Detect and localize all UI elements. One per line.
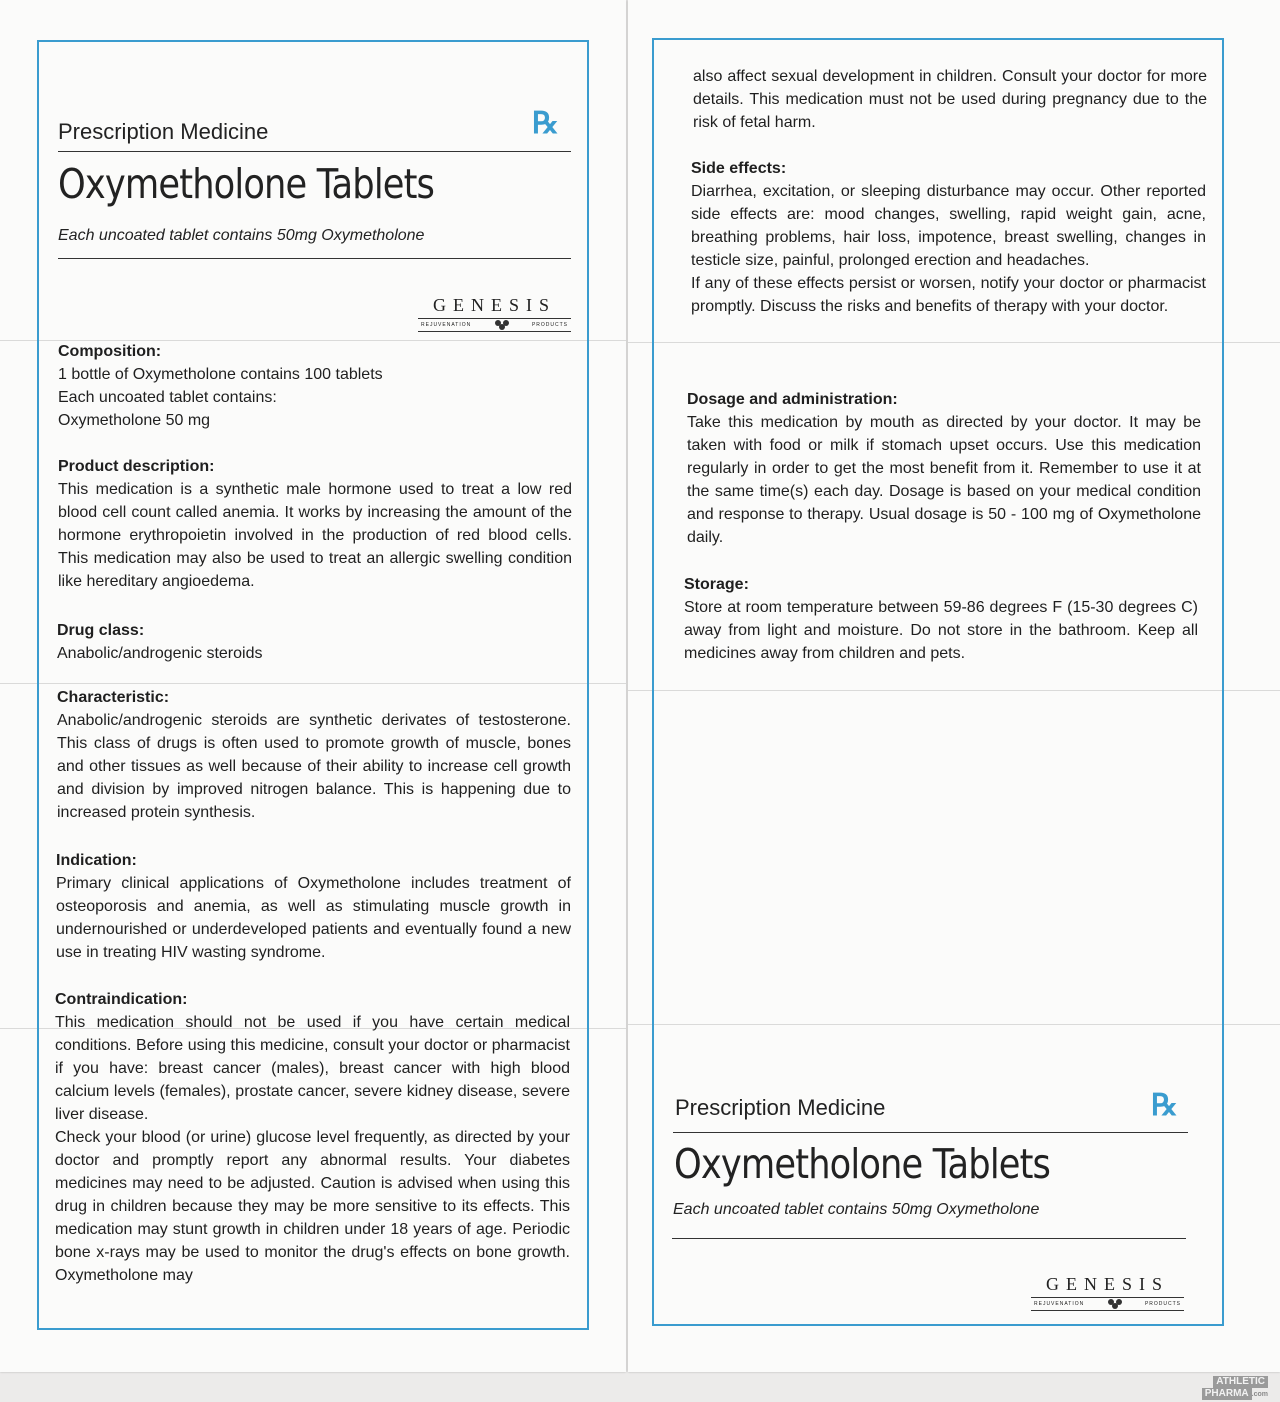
watermark-line2: PHARMA: [1202, 1388, 1252, 1400]
section-heading: Characteristic:: [57, 689, 170, 706]
brand-tag-left: REJUVENATION: [421, 322, 472, 328]
brand-dots-icon: [495, 320, 509, 330]
genesis-logo: [418, 295, 571, 332]
genesis-logo: [1031, 1274, 1184, 1311]
side-effects-section: [691, 157, 1206, 318]
section-heading: Dosage and administration:: [687, 391, 898, 408]
section-heading: Side effects:: [691, 160, 787, 177]
composition-line: Oxymetholone 50 mg: [58, 412, 211, 429]
section-text: If any of these effects persist or worsen, notify your doctor or pharmacist promptly. Discuss the risks and benefits of therapy with your doctor.: [691, 275, 1206, 315]
brand-tag-right: PRODUCTS: [1144, 1301, 1181, 1307]
drug-class-section: [57, 619, 571, 665]
brand-tag-right: PRODUCTS: [531, 322, 568, 328]
athleticpharma-watermark: [1202, 1376, 1268, 1400]
indication-section: [56, 849, 571, 964]
header-divider: [58, 151, 571, 152]
watermark-line1: ATHLETIC: [1213, 1376, 1268, 1388]
section-text: Check your blood (or urine) glucose level frequently, as directed by your doctor and promptly report any abnormal results. Your diabetes medicines may need to be adjusted. Caution is advised when using this drug in children because they may be more sensitive to its effects. This medication may stunt growth in children under 18 years of age. Periodic bone x-rays may be used to monitor the drug's effects on bone growth. Oxymetholone may: [55, 1129, 570, 1284]
characteristic-section: [57, 686, 571, 824]
brand-name: GENESIS: [1045, 1274, 1169, 1294]
section-text: Primary clinical applications of Oxymetholone includes treatment of osteoporosis and anemia, as well as stimulating muscle growth in undernourished or underdeveloped patients and eventually found a new use in treating HIV wasting syndrome.: [56, 875, 571, 961]
product-title: Oxymetholone Tablets: [58, 160, 435, 208]
rx-icon: ℞: [532, 107, 559, 140]
rx-icon: ℞: [1151, 1089, 1178, 1122]
section-text: Take this medication by mouth as directed by your doctor. It may be taken with food or milk if stomach upset occurs. Use this medication regularly in order to get the most benefit from it. Remember to use it at the same time(s) each day. Dosage is based on your medical condition and response to therapy. Usual dosage is 50 - 100 mg of Oxymetholone daily.: [687, 414, 1201, 546]
section-heading: Composition:: [58, 343, 162, 360]
brand-dots-icon: [1108, 1299, 1122, 1309]
section-text: also affect sexual development in children. Consult your doctor for more details. This medication must not be used during pregnancy due to the risk of fetal harm.: [693, 68, 1207, 131]
contraindication-section: [55, 988, 570, 1287]
composition-line: 1 bottle of Oxymetholone contains 100 tablets: [58, 366, 383, 383]
composition-line: Each uncoated tablet contains:: [58, 389, 277, 406]
section-text: Anabolic/androgenic steroids are synthetic derivates of testosterone. This class of drugs is often used to promote growth of muscle, bones and other tissues as well because of their ability to increase cell growth and division by improved nitrogen balance. This is happening due to increased protein synthesis.: [57, 712, 571, 821]
watermark-suffix: .com: [1251, 1391, 1268, 1398]
section-heading: Contraindication:: [55, 991, 188, 1008]
product-title: Oxymetholone Tablets: [674, 1140, 1051, 1188]
product-subtitle: Each uncoated tablet contains 50mg Oxymetholone: [673, 1201, 1040, 1218]
section-text: This medication should not be used if you have certain medical conditions. Before using this medicine, consult your doctor or pharmacist if you have: breast cancer (males), breast cancer with high blood calcium levels (females), prostate cancer, severe kidney disease, severe liver disease.: [55, 1014, 570, 1123]
section-text: Diarrhea, excitation, or sleeping disturbance may occur. Other reported side effects are: mood changes, swelling, rapid weight gain, acne, breathing problems, hair loss, impotence, breast swelling, changes in testicle size, painful, prolonged erection and headaches.: [691, 183, 1206, 269]
product-subtitle: Each uncoated tablet contains 50mg Oxymetholone: [58, 227, 425, 244]
subtitle-divider: [672, 1238, 1186, 1239]
prescription-label: Prescription Medicine: [58, 119, 269, 144]
product-description-section: [58, 455, 572, 593]
section-heading: Storage:: [684, 576, 749, 593]
brand-name: GENESIS: [432, 295, 556, 315]
header-divider: [673, 1132, 1188, 1133]
section-text: This medication is a synthetic male hormone used to treat a low red blood cell count called anemia. It works by increasing the amount of the hormone erythropoietin involved in the production of red blood cells. This medication may also be used to treat an allergic swelling condition like hereditary angioedema.: [58, 481, 572, 590]
section-heading: Indication:: [56, 852, 137, 869]
subtitle-divider: [58, 258, 571, 259]
section-heading: Drug class:: [57, 622, 145, 639]
brand-tag-left: REJUVENATION: [1034, 1301, 1085, 1307]
section-text: Store at room temperature between 59-86 degrees F (15-30 degrees C) away from light and moisture. Do not store in the bathroom. Keep all medicines away from children and pets.: [684, 599, 1198, 662]
section-heading: Product description:: [58, 458, 215, 475]
continuation-text: [693, 65, 1207, 134]
dosage-section: [687, 388, 1201, 549]
storage-section: [684, 573, 1198, 665]
composition-section: [58, 340, 572, 432]
section-text: Anabolic/androgenic steroids: [57, 645, 263, 662]
prescription-label: Prescription Medicine: [675, 1095, 886, 1120]
